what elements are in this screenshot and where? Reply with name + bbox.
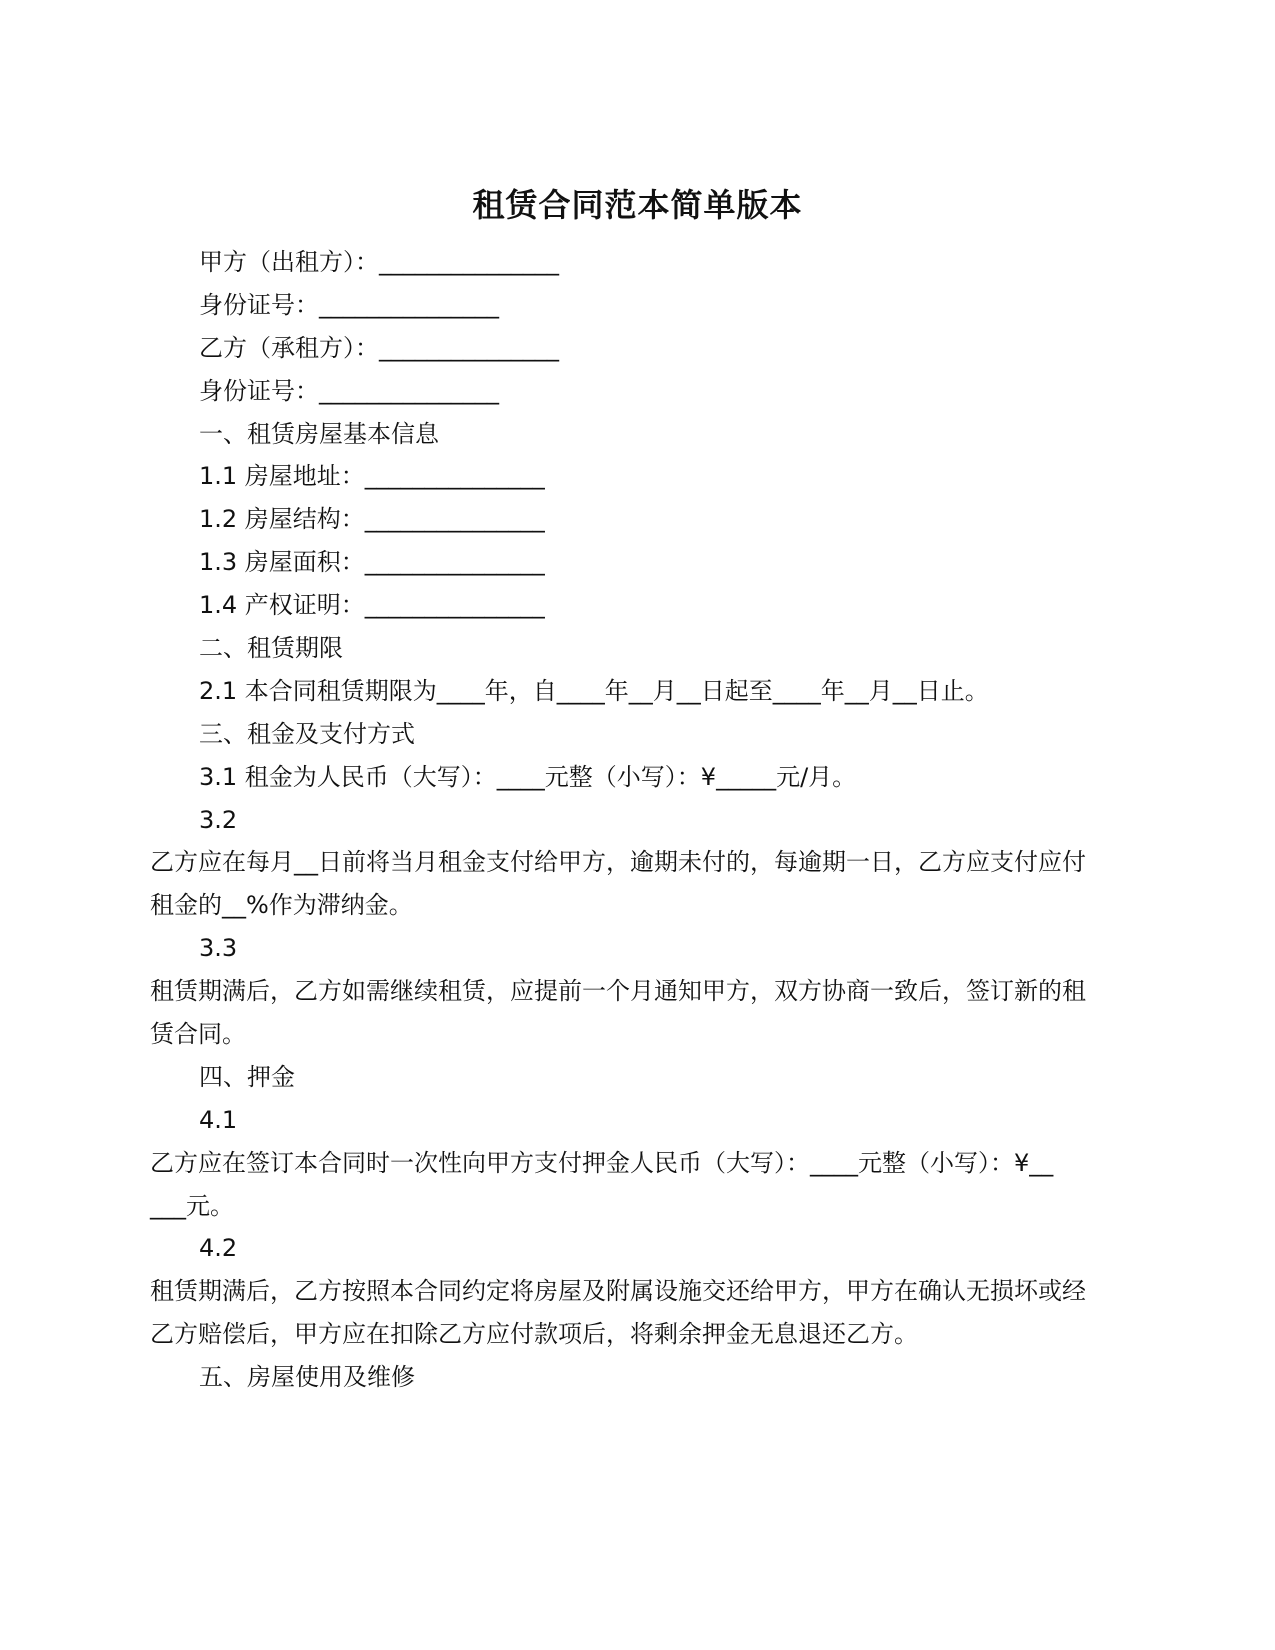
- clause-4-1-number: 4.1: [199, 1105, 238, 1134]
- clause-1-4: 1.4 产权证明：_______________: [199, 591, 545, 620]
- clause-1-1: 1.1 房屋地址：_______________: [199, 462, 545, 491]
- clause-1-2: 1.2 房屋结构：_______________: [199, 505, 545, 534]
- clause-4-2-text-line-1: 租赁期满后，乙方按照本合同约定将房屋及附属设施交还给甲方，甲方在确认无损坏或经: [150, 1277, 1086, 1306]
- section-heading-4: 四、押金: [199, 1062, 295, 1091]
- section-heading-1: 一、租赁房屋基本信息: [199, 419, 439, 448]
- clause-3-3-number: 3.3: [199, 934, 238, 963]
- clause-4-1-text-line-2: ___元。: [150, 1191, 234, 1220]
- section-heading-2: 二、租赁期限: [199, 634, 343, 663]
- document-body: [150, 241, 1130, 1399]
- clause-3-2-text-line-2: 租金的__%作为滞纳金。: [150, 891, 413, 920]
- clause-1-3: 1.3 房屋面积：_______________: [199, 548, 545, 577]
- clause-3-2-text-line-1: 乙方应在每月__日前将当月租金支付给甲方，逾期未付的，每逾期一日，乙方应支付应付: [150, 848, 1086, 877]
- clause-3-2-number: 3.2: [199, 805, 238, 834]
- party-b-line: 乙方（承租方）：_______________: [199, 333, 559, 362]
- section-heading-3: 三、租金及支付方式: [199, 719, 415, 748]
- document-title: 租赁合同范本简单版本: [472, 186, 803, 224]
- clause-2-1: 2.1 本合同租赁期限为____年，自____年__月__日起至____年__月__日止。: [199, 676, 989, 705]
- clause-4-2-text-line-2: 乙方赔偿后，甲方应在扣除乙方应付款项后，将剩余押金无息退还乙方。: [150, 1320, 918, 1349]
- clause-4-1-text-line-1: 乙方应在签订本合同时一次性向甲方支付押金人民币（大写）：____元整（小写）：¥__: [150, 1148, 1054, 1177]
- section-heading-5: 五、房屋使用及维修: [199, 1363, 415, 1392]
- party-b-id-line: 身份证号：_______________: [199, 376, 499, 405]
- clause-3-3-text-line-1: 租赁期满后，乙方如需继续租赁，应提前一个月通知甲方，双方协商一致后，签订新的租: [150, 977, 1086, 1006]
- clause-4-2-number: 4.2: [199, 1234, 238, 1263]
- clause-3-3-text-line-2: 赁合同。: [150, 1020, 246, 1049]
- party-a-id-line: 身份证号：_______________: [199, 290, 499, 319]
- party-a-line: 甲方（出租方）：_______________: [199, 248, 559, 276]
- clause-3-1: 3.1 租金为人民币（大写）：____元整（小写）：¥_____元/月。: [199, 762, 857, 791]
